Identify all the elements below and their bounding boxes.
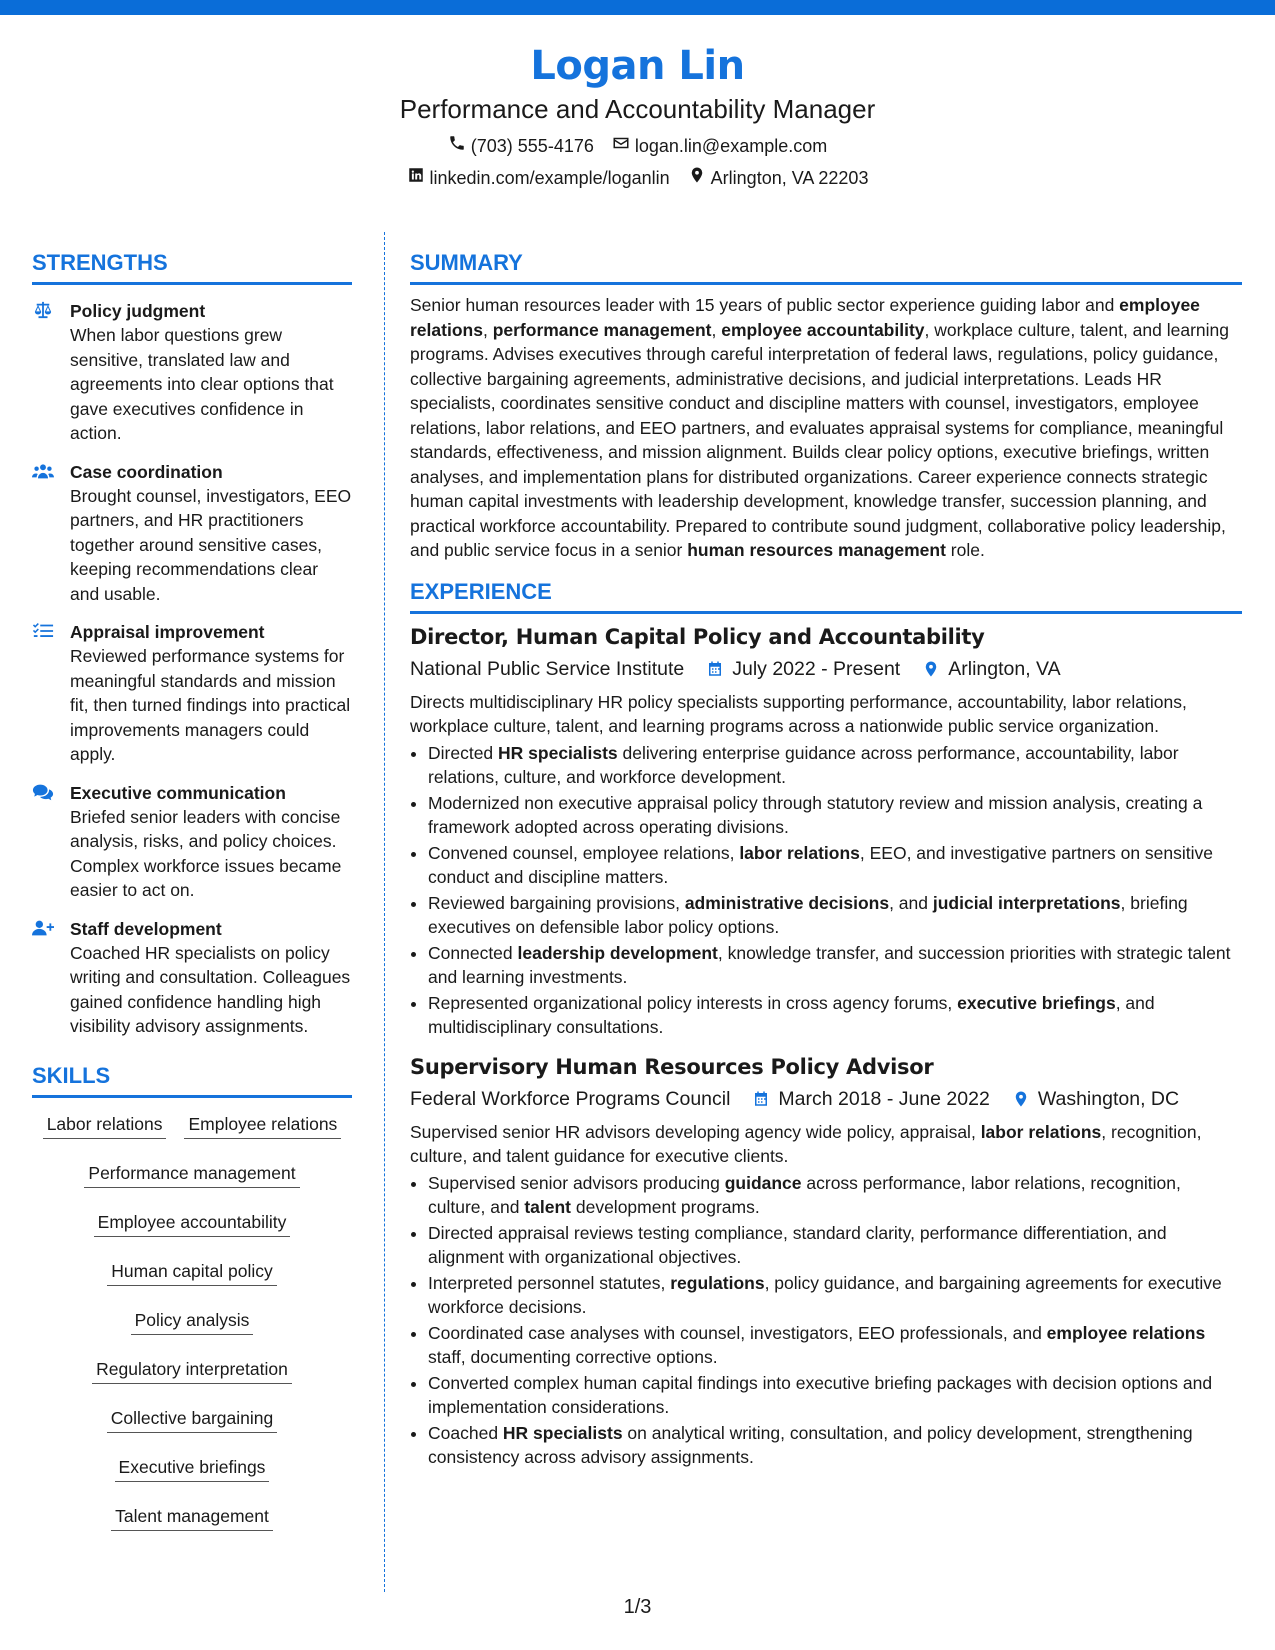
- bold-phrase: human resources management: [687, 540, 946, 560]
- text-segment: , policy guidance, and bargaining agreements for executive workforce decisions.: [428, 1272, 1222, 1317]
- job-title: Supervisory Human Resources Policy Advisor: [410, 1054, 934, 1079]
- bold-phrase: talent: [524, 1197, 571, 1217]
- strength-item: [32, 620, 352, 767]
- email-address[interactable]: logan.lin@example.com: [634, 136, 828, 156]
- strength-item: [32, 917, 352, 1039]
- skill-tag: Employee relations: [184, 1108, 341, 1139]
- text-segment: ,: [711, 319, 722, 340]
- text-segment: , and: [889, 892, 933, 913]
- comments-icon: [32, 781, 58, 903]
- job-location: Arlington, VA: [948, 657, 1061, 680]
- job-entry: [410, 622, 1242, 1040]
- bold-phrase: labor relations: [980, 1121, 1102, 1142]
- strength-description: Coached HR specialists on policy writing and consultation. Colleagues gained confidence handling high visibility advisory assignments.: [70, 942, 351, 1036]
- text-segment: Interpreted personnel statutes,: [428, 1272, 671, 1293]
- text-segment: Supervised senior advisors producing: [428, 1172, 725, 1193]
- experience-list: [410, 622, 1242, 1470]
- strength-title: Executive communication: [70, 782, 286, 803]
- phone-item: [448, 134, 594, 158]
- text-segment: , workplace culture, talent, and learning programs. Advises executives through careful interpretation of federal laws, regulations, policy guidance, collective bargaining agreements, administrative decisions, and judicial interpretations. Leads HR specialists, coordinates sensitive conduct and discipline matters with counsel, investigators, employee relations, labor relations, and EEO partners, and evaluates appraisal systems for compliance, meaningful standards, effectiveness, and mission alignment. Builds clear policy options, executive briefings, written analyses, and implementation plans for distributed organizations. Career experience connects strategic human capital investments with leadership development, knowledge transfer, succession planning, and practical workforce accountability. Prepared to contribute sound judgment, collaborative policy leadership, and public service focus in a senior: [410, 319, 1229, 560]
- text-segment: on analytical writing, consultation, and policy development, strengthening consistency across advisory assignments.: [428, 1422, 1193, 1467]
- text-segment: Senior human resources leader with 15 years of public sector experience guiding labor and: [410, 295, 1120, 315]
- bold-phrase: administrative decisions: [684, 892, 890, 913]
- text-segment: Directed appraisal reviews testing compliance, standard clarity, performance differentiation, and alignment with organizational objectives.: [428, 1222, 1167, 1267]
- skill-tag: Labor relations: [43, 1108, 167, 1139]
- strength-description: Brought counsel, investigators, EEO partners, and HR practitioners together around sensitive cases, keeping recommendations clear and usable.: [70, 485, 352, 604]
- bold-phrase: guidance: [724, 1172, 802, 1193]
- skill-tag: Policy analysis: [131, 1304, 254, 1335]
- job-meta: [410, 654, 1242, 684]
- skill-tag: Executive briefings: [115, 1451, 270, 1482]
- job-bullet: [428, 1271, 1242, 1320]
- job-location: Washington, DC: [1037, 1087, 1180, 1110]
- top-accent-bar: [0, 0, 1275, 15]
- strength-title: Appraisal improvement: [70, 622, 265, 642]
- text-segment: Supervised senior HR advisors developing agency wide policy, appraisal,: [410, 1121, 981, 1142]
- contact-row-2: [0, 166, 1275, 190]
- text-segment: , and multidisciplinary consultations.: [428, 992, 1155, 1037]
- text-segment: Convened counsel, employee relations,: [428, 842, 740, 863]
- phone-icon: [448, 134, 466, 158]
- job-bullet: [428, 891, 1242, 940]
- location-item: [688, 166, 869, 190]
- map-pin-icon: [1012, 1089, 1030, 1109]
- bold-phrase: employee accountability: [721, 319, 925, 340]
- job-bullet: [428, 1421, 1242, 1470]
- strength-body: [70, 781, 352, 903]
- strengths-list: [32, 299, 352, 1039]
- experience-heading: EXPERIENCE: [410, 577, 1242, 614]
- text-segment: development programs.: [571, 1197, 760, 1217]
- text-segment: ,: [482, 319, 493, 340]
- bold-phrase: regulations: [670, 1272, 765, 1293]
- job-bullet: [428, 1371, 1242, 1420]
- strength-item: [32, 781, 352, 903]
- job-title: Director, Human Capital Policy and Accountability: [410, 624, 985, 649]
- strength-title: Policy judgment: [70, 301, 206, 321]
- bold-phrase: HR specialists: [502, 1422, 623, 1443]
- strength-body: [70, 460, 352, 607]
- skill-tag: Regulatory interpretation: [92, 1353, 292, 1384]
- job-bullets: [410, 741, 1242, 1040]
- job-bullet: [428, 1171, 1242, 1220]
- job-bullets: [410, 1171, 1242, 1470]
- bold-phrase: performance management: [492, 319, 712, 340]
- bold-phrase: leadership development: [517, 942, 718, 963]
- summary-heading: SUMMARY: [410, 248, 1242, 285]
- text-segment: , recognition, culture, and talent guidance for executive clients.: [410, 1121, 1202, 1166]
- column-divider: [384, 232, 385, 1592]
- text-segment: Reviewed bargaining provisions,: [428, 892, 685, 913]
- strength-body: [70, 620, 352, 767]
- left-column: [32, 248, 352, 1549]
- text-segment: , knowledge transfer, and succession priorities with strategic talent and learning investments.: [428, 942, 1231, 987]
- skill-tag: Talent management: [111, 1500, 273, 1531]
- text-segment: Directs multidisciplinary HR policy specialists supporting performance, accountability, labor relations, workplace culture, talent, and learning programs across a nationwide public service organization.: [410, 691, 1187, 736]
- resume-header: [0, 40, 1275, 190]
- bold-phrase: judicial interpretations: [932, 892, 1121, 913]
- skill-tag: Human capital policy: [107, 1255, 276, 1286]
- job-bullet: [428, 991, 1242, 1040]
- job-bullet: [428, 841, 1242, 890]
- bold-phrase: HR specialists: [498, 742, 618, 763]
- job-organization: Federal Workforce Programs Council: [410, 1087, 731, 1110]
- skill-tag: Collective bargaining: [107, 1402, 277, 1433]
- text-segment: staff, documenting corrective options.: [428, 1347, 718, 1367]
- scale-icon: [32, 299, 58, 446]
- strength-description: Reviewed performance systems for meaningful standards and mission fit, then turned findings into practical improvements managers could apply.: [70, 646, 351, 764]
- text-segment: Represented organizational policy interests in cross agency forums,: [428, 992, 958, 1013]
- job-bullet: [428, 941, 1242, 990]
- summary-text: [410, 293, 1242, 563]
- candidate-name: Logan Lin: [530, 43, 745, 89]
- job-dates: March 2018 - June 2022: [778, 1087, 990, 1110]
- map-pin-icon: [688, 166, 706, 190]
- strength-item: [32, 460, 352, 607]
- text-segment: Converted complex human capital findings into executive briefing packages with decision options and implementation considerations.: [428, 1372, 1213, 1417]
- list-check-icon: [32, 620, 58, 767]
- skills-heading: SKILLS: [32, 1061, 352, 1098]
- text-segment: , EEO, and investigative partners on sensitive conduct and discipline matters.: [428, 842, 1214, 887]
- job-bullet: [428, 791, 1242, 840]
- job-description: [410, 1120, 1242, 1169]
- text-segment: Coached: [428, 1422, 503, 1443]
- job-entry: [410, 1052, 1242, 1470]
- email-item: [612, 134, 827, 158]
- text-segment: Coordinated case analyses with counsel, investigators, EEO professionals, and: [428, 1322, 1047, 1343]
- bold-phrase: executive briefings: [957, 992, 1116, 1013]
- envelope-icon: [612, 134, 630, 158]
- calendar-icon: [752, 1089, 770, 1109]
- strength-item: [32, 299, 352, 446]
- job-bullet: [428, 741, 1242, 790]
- skills-list: [32, 1108, 352, 1549]
- strength-body: [70, 299, 352, 446]
- calendar-icon: [706, 659, 724, 679]
- job-bullet: [428, 1221, 1242, 1270]
- strength-title: Case coordination: [70, 461, 223, 482]
- linkedin-url[interactable]: linkedin.com/example/loganlin: [429, 168, 670, 188]
- strength-title: Staff development: [70, 918, 222, 939]
- page-number: 1/3: [623, 1596, 652, 1618]
- right-column: [410, 248, 1242, 1471]
- text-segment: Directed: [428, 742, 499, 763]
- text-segment: across performance, labor relations, recognition, culture, and: [428, 1172, 1181, 1217]
- contact-row-1: [0, 134, 1275, 158]
- strength-description: When labor questions grew sensitive, translated law and agreements into clear options that gave executives confidence in action.: [70, 325, 334, 443]
- strength-description: Briefed senior leaders with concise analysis, risks, and policy choices. Complex workforce issues became easier to act on.: [70, 806, 342, 900]
- text-segment: role.: [945, 540, 985, 560]
- user-plus-icon: [32, 917, 58, 1039]
- linkedin-item: [407, 166, 670, 190]
- map-pin-icon: [922, 659, 940, 679]
- skill-tag: Employee accountability: [94, 1206, 291, 1237]
- strengths-heading: STRENGTHS: [32, 248, 352, 285]
- text-segment: delivering enterprise guidance across performance, accountability, labor relations, culture, and workforce development.: [428, 742, 1179, 787]
- phone-number[interactable]: (703) 555-4176: [470, 136, 594, 156]
- bold-phrase: employee relations: [410, 295, 1200, 340]
- job-organization: National Public Service Institute: [410, 657, 685, 680]
- linkedin-icon: [407, 166, 425, 190]
- bold-phrase: labor relations: [739, 842, 860, 863]
- job-meta: [410, 1084, 1242, 1114]
- job-bullet: [428, 1321, 1242, 1370]
- location-text: Arlington, VA 22203: [710, 168, 869, 188]
- candidate-title: Performance and Accountability Manager: [399, 94, 876, 124]
- bold-phrase: employee relations: [1046, 1322, 1206, 1343]
- skill-tag: Performance management: [84, 1157, 299, 1188]
- users-icon: [32, 460, 58, 607]
- text-segment: Modernized non executive appraisal policy through statutory review and mission analysis, creating a framework adopted across operating divisions.: [428, 792, 1203, 837]
- job-description: [410, 690, 1242, 739]
- text-segment: , briefing executives on defensible labor policy options.: [428, 892, 1188, 937]
- strength-body: [70, 917, 352, 1039]
- job-dates: July 2022 - Present: [732, 657, 901, 680]
- text-segment: Connected: [428, 942, 518, 963]
